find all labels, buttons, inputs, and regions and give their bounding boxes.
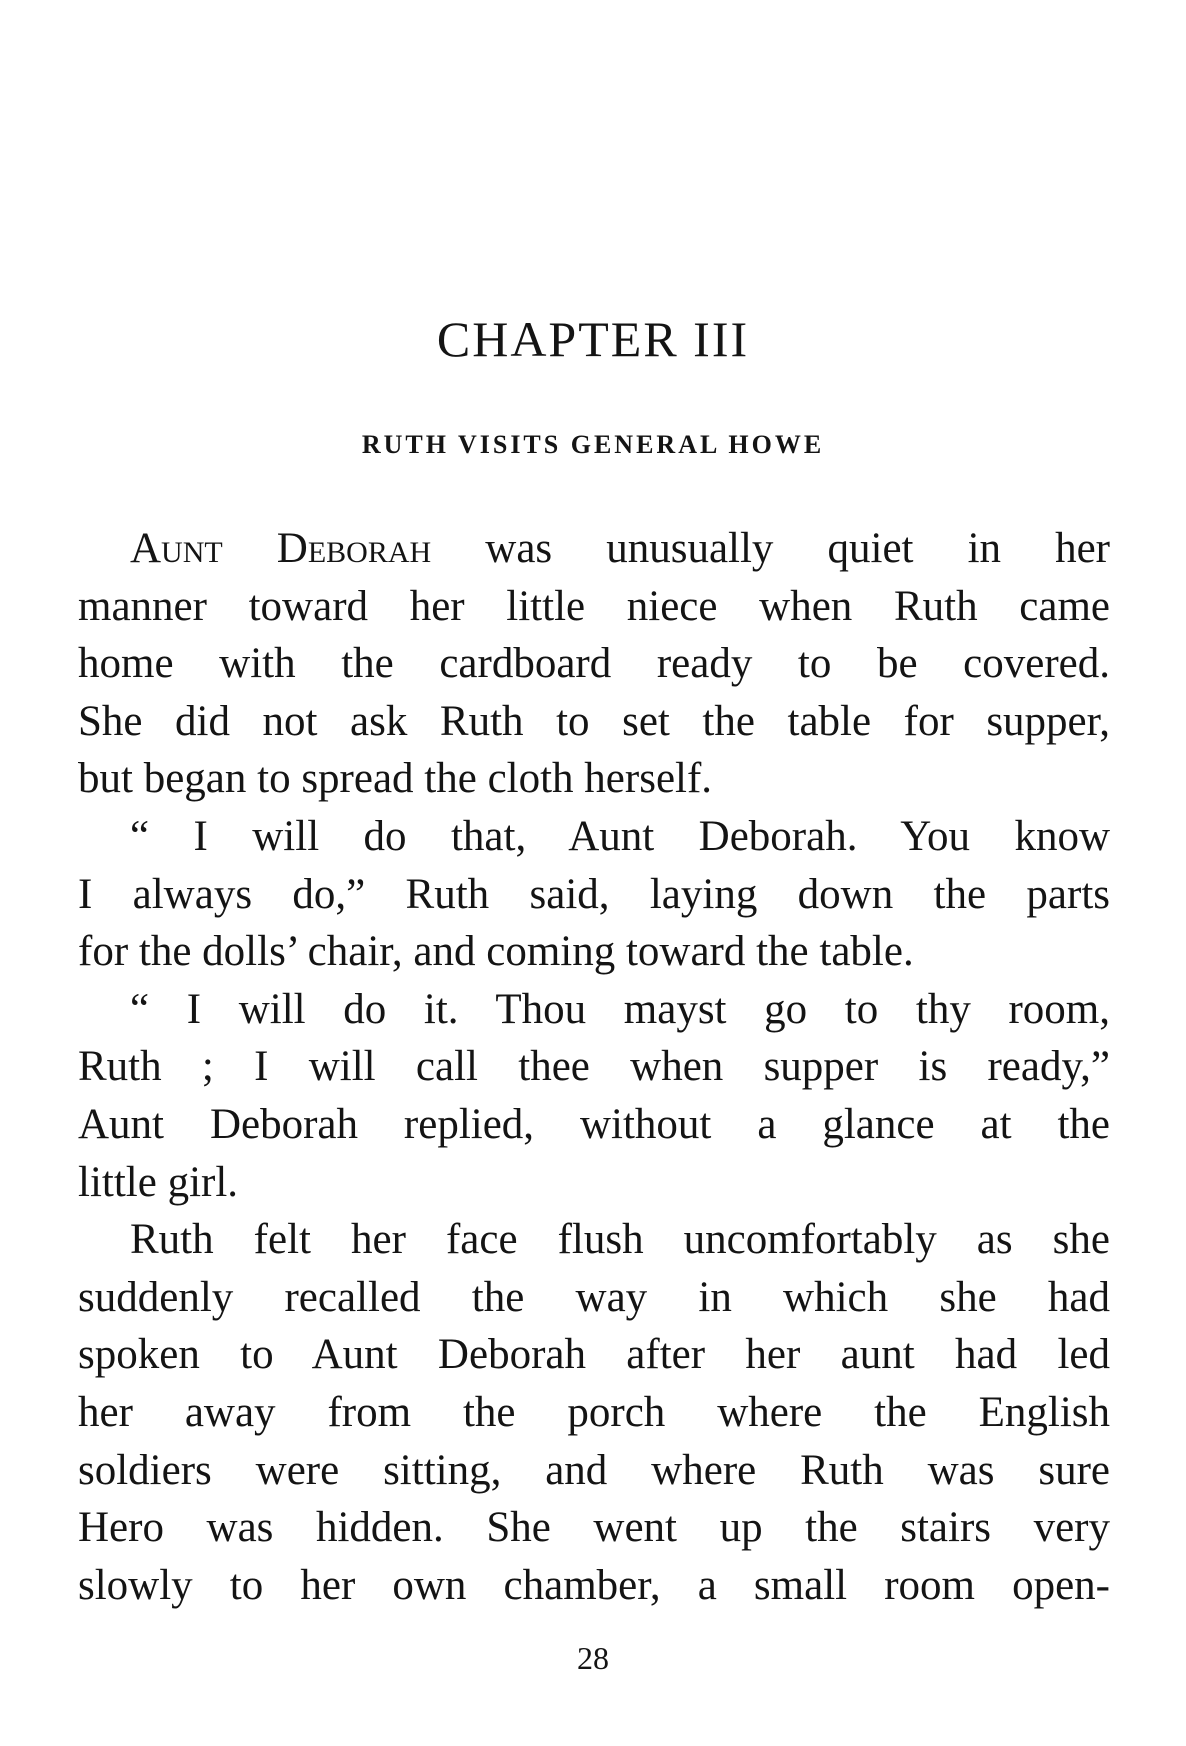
text-line: She did not ask Ruth to set the table for supper, xyxy=(78,697,1110,745)
lead-rest: was unusually quiet in her xyxy=(431,525,1110,572)
text-line: “ I will do that, Aunt Deborah. You know xyxy=(130,812,1110,860)
text-line: slowly to her own chamber, a small room open- xyxy=(78,1561,1110,1609)
text-line: soldiers were sitting, and where Ruth was sure xyxy=(78,1446,1110,1494)
text-line: Ruth felt her face flush uncomfortably as she xyxy=(130,1216,1110,1264)
lead-small-caps: Aunt Deborah xyxy=(130,525,432,572)
text-line: I always do,” Ruth said, laying down the parts xyxy=(78,870,1110,918)
text-line: but began to spread the cloth herself. xyxy=(78,755,713,803)
text-line: home with the cardboard ready to be covered. xyxy=(78,640,1110,688)
chapter-title: CHAPTER III xyxy=(436,311,750,367)
text-line xyxy=(78,520,1110,578)
text-line: manner toward her little niece when Ruth came xyxy=(78,582,1110,630)
text-line: spoken to Aunt Deborah after her aunt had led xyxy=(78,1331,1110,1379)
text-line: her away from the porch where the English xyxy=(78,1388,1110,1436)
text-line: for the dolls’ chair, and coming toward the table. xyxy=(78,928,914,976)
page-number: 28 xyxy=(577,1640,609,1676)
text-line: little girl. xyxy=(78,1158,239,1206)
text-line: Aunt Deborah replied, without a glance at the xyxy=(78,1100,1110,1148)
chapter-body xyxy=(78,520,1110,1614)
text-line: “ I will do it. Thou mayst go to thy room, xyxy=(130,985,1110,1033)
text-line: Hero was hidden. She went up the stairs very xyxy=(78,1504,1110,1552)
chapter-subtitle: RUTH VISITS GENERAL HOWE xyxy=(361,430,825,459)
text-line: suddenly recalled the way in which she had xyxy=(78,1273,1110,1321)
text-line: Ruth ; I will call thee when supper is ready,” xyxy=(78,1043,1110,1091)
